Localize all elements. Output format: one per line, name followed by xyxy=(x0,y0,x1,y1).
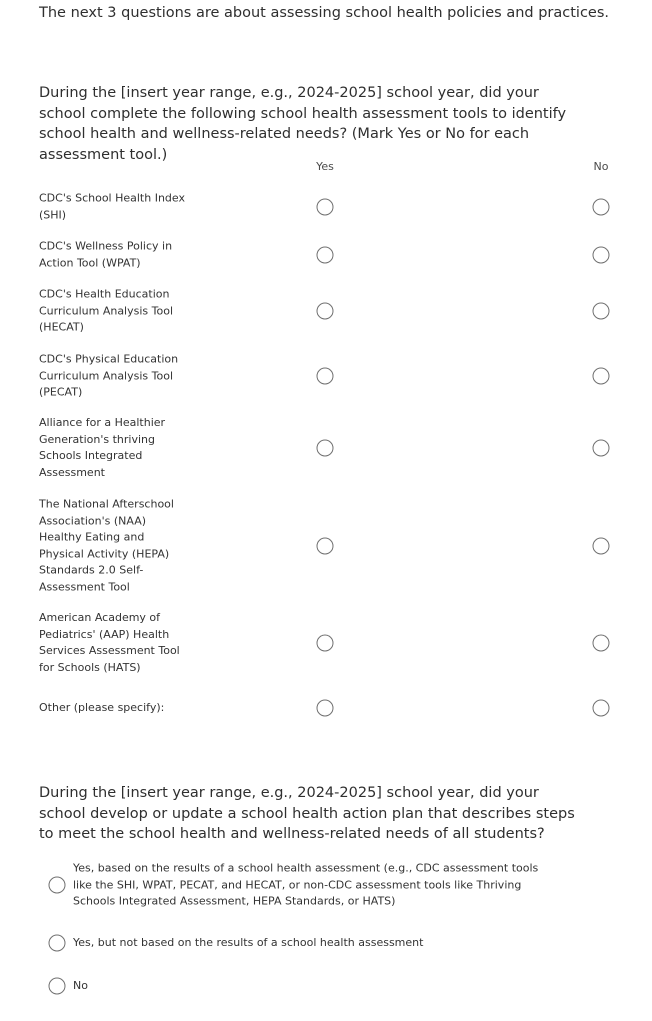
radio-yes-not-based-on-assessment[interactable] xyxy=(49,935,66,952)
radio-shi-no[interactable] xyxy=(593,199,610,216)
choice-label-yes-not-based-on-assessment: Yes, but not based on the results of a school health assessment xyxy=(73,935,424,949)
radio-yes-based-on-assessment[interactable] xyxy=(49,877,66,894)
radio-thriving-schools-yes[interactable] xyxy=(317,440,334,457)
row-label-pecat: CDC's Physical Education Curriculum Analysis Tool (PECAT) xyxy=(39,352,179,399)
row-label-hats: American Academy of Pediatrics' (AAP) Health Services Assessment Tool for Schools (HATS) xyxy=(39,611,180,674)
choice-label-yes-based-on-assessment: Yes, based on the results of a school health assessment (e.g., CDC assessment tools like the SHI, WPAT, PECAT, and HECAT, or non-CDC assessment tools like Thriving Schools Integrated Assessment, HEPA Standards, or HATS) xyxy=(73,861,539,908)
choice-label-no: No xyxy=(73,978,88,992)
radio-pecat-yes[interactable] xyxy=(317,368,334,385)
radio-thriving-schools-no[interactable] xyxy=(593,440,610,457)
question-2-text: During the [insert year range, e.g., 2024-2025] school year, did your school develop or update a school health action plan that describes steps to meet the school health and wellness-related needs of all students? xyxy=(39,785,575,842)
column-header-no: No xyxy=(593,160,609,173)
question-1-text: During the [insert year range, e.g., 2024-2025] school year, did your school complete the following school health assessment tools to identify school health and wellness-related needs? (Mark Yes or No for each assessment tool.) xyxy=(39,85,567,163)
row-label-other: Other (please specify): xyxy=(39,700,165,714)
radio-hats-no[interactable] xyxy=(593,635,610,652)
radio-shi-yes[interactable] xyxy=(317,199,334,216)
radio-hecat-yes[interactable] xyxy=(317,303,334,320)
radio-hats-yes[interactable] xyxy=(317,635,334,652)
radio-other-yes[interactable] xyxy=(317,700,334,717)
column-header-yes: Yes xyxy=(316,160,334,173)
radio-no[interactable] xyxy=(49,978,66,995)
row-label-hecat: CDC's Health Education Curriculum Analysis Tool (HECAT) xyxy=(39,287,174,334)
radio-hecat-no[interactable] xyxy=(593,303,610,320)
radio-other-no[interactable] xyxy=(593,700,610,717)
radio-wpat-no[interactable] xyxy=(593,247,610,264)
radio-hepa-no[interactable] xyxy=(593,538,610,555)
row-label-wpat: CDC's Wellness Policy in Action Tool (WPAT) xyxy=(39,239,173,269)
section-intro-text: The next 3 questions are about assessing school health policies and practices. xyxy=(39,5,610,21)
row-label-shi: CDC's School Health Index (SHI) xyxy=(39,191,185,221)
row-label-thriving-schools: Alliance for a Healthier Generation's thriving Schools Integrated Assessment xyxy=(39,416,166,479)
radio-wpat-yes[interactable] xyxy=(317,247,334,264)
radio-hepa-yes[interactable] xyxy=(317,538,334,555)
row-label-hepa: The National Afterschool Association's (NAA) Healthy Eating and Physical Activity (HEPA) Standards 2.0 Self-Assessment Tool xyxy=(39,497,174,593)
radio-pecat-no[interactable] xyxy=(593,368,610,385)
